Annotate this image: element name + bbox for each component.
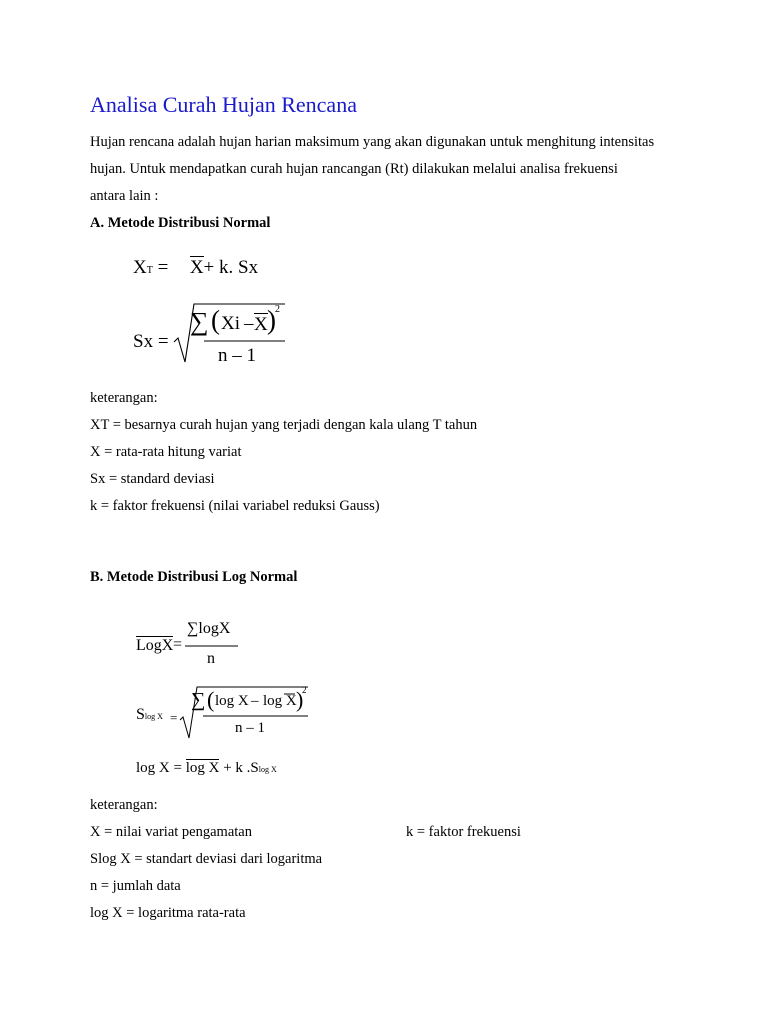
b1-denominator: n <box>207 650 215 667</box>
keterangan-a: keterangan: <box>90 390 158 406</box>
overline-b2 <box>284 693 296 696</box>
note-b-side: k = faktor frekuensi <box>406 824 521 840</box>
b3-logxbar: log X <box>185 760 220 776</box>
paren-open-a: ( <box>211 305 220 335</box>
note-a-3: Sx = standard deviasi <box>90 471 215 487</box>
b2-eq: = <box>170 710 178 725</box>
b3-eq: = <box>173 760 182 776</box>
xt-sub: T <box>146 265 153 276</box>
power-b: 2 <box>302 685 307 695</box>
b1-numerator: ∑logX <box>187 620 231 637</box>
xt-main: X <box>133 257 147 278</box>
note-a-2: X = rata-rata hitung variat <box>90 444 242 460</box>
note-a-4: k = faktor frekuensi (nilai variabel reduksi Gauss) <box>90 498 380 514</box>
note-b-1: X = nilai variat pengamatan <box>90 824 252 840</box>
paren-close-b: ) <box>296 687 304 712</box>
b1-eq: = <box>173 636 183 653</box>
b3-lhs: log X <box>136 760 170 776</box>
section-b-heading: B. Metode Distribusi Log Normal <box>90 569 298 585</box>
paren-open-b: ( <box>207 687 215 712</box>
page-title: Analisa Curah Hujan Rencana <box>90 92 357 117</box>
b2-logxbar: log X <box>263 693 297 709</box>
b2-s: S <box>136 706 145 723</box>
paren-close-a: ) <box>267 305 276 335</box>
intro-line-3: antara lain : <box>90 188 159 204</box>
formula-xt <box>133 257 258 279</box>
note-a-1: XT = besarnya curah hujan yang terjadi dengan kala ulang T tahun <box>90 417 478 433</box>
power-a: 2 <box>275 304 280 315</box>
intro-line-1: Hujan rencana adalah hujan harian maksimum yang akan digunakan untuk menghitung intensitas <box>90 134 655 150</box>
note-b-3: n = jumlah data <box>90 878 181 894</box>
note-b-2: Slog X = standart deviasi dari logaritma <box>90 851 323 867</box>
sigma-a: ∑ <box>190 307 209 336</box>
b2-logx: log X <box>215 693 249 709</box>
logx-bar: LogX <box>136 637 174 654</box>
xt-eq: = <box>157 257 169 278</box>
xt-rest: + k. Sx <box>203 257 259 278</box>
sigma-b: ∑ <box>191 689 206 711</box>
b2-minus: – <box>251 693 259 709</box>
fraction-line-b1 <box>185 645 239 648</box>
intro-line-2: hujan. Untuk mendapatkan curah hujan rancangan (Rt) dilakukan melalui analisa frekuensi <box>90 161 618 177</box>
xbar: X <box>189 257 204 278</box>
formula-b3 <box>136 760 277 777</box>
keterangan-b: keterangan: <box>90 797 158 813</box>
xbar-a: X <box>254 314 268 335</box>
b2-s-sub: log X <box>144 712 163 721</box>
b2-denominator: n – 1 <box>235 720 265 736</box>
b3-rest: + k .S <box>223 760 259 776</box>
sx-lhs: Sx = <box>133 331 169 352</box>
minus-a: – <box>244 313 254 334</box>
note-b-4: log X = logaritma rata-rata <box>90 905 246 921</box>
b2-lhs <box>136 706 163 724</box>
section-a-heading: A. Metode Distribusi Normal <box>90 215 271 231</box>
b3-rest-sub: log X <box>258 765 277 774</box>
denominator-a: n – 1 <box>218 345 256 366</box>
xi-text: Xi <box>221 313 240 334</box>
